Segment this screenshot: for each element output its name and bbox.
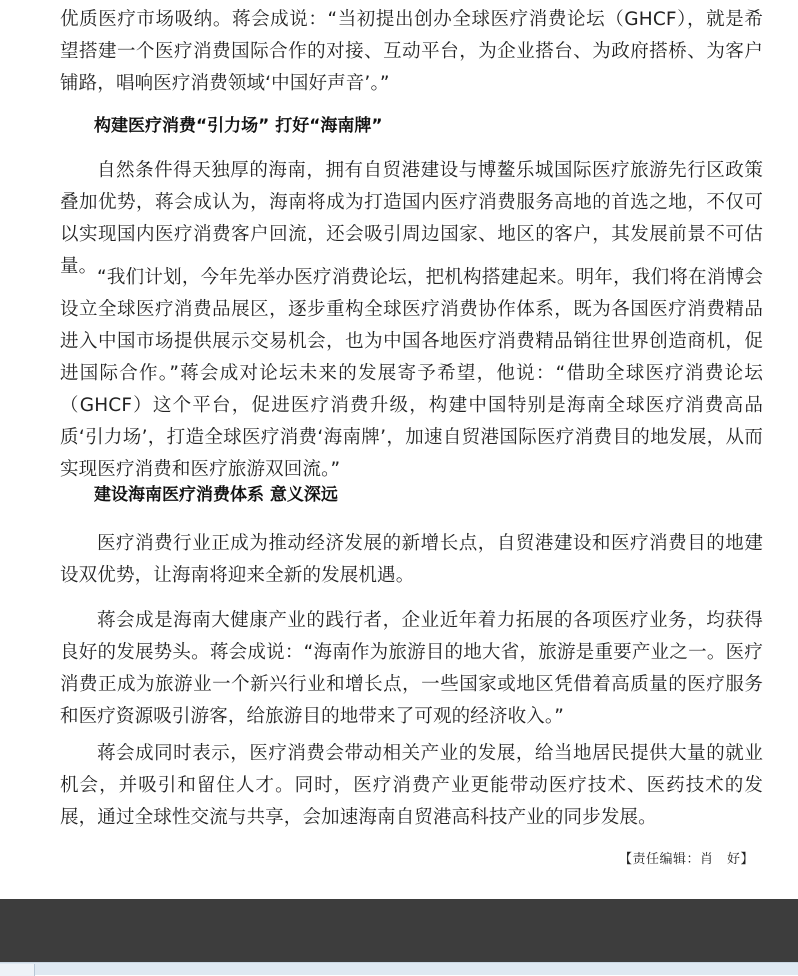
paragraph-1: 优质医疗市场吸纳。蒋会成说：“当初提出创办全球医疗消费论坛（GHCF），就是希望搭建一个医疗消费国际合作的对接、互动平台，为企业搭台、为政府搭桥、为客户铺路，唱响医疗消费领域‘中国好声音’。” xyxy=(60,9,763,94)
strip-tab[interactable] xyxy=(0,964,35,976)
paragraph-4: 医疗消费行业正成为推动经济发展的新增长点，自贸港建设和医疗消费目的地建设双优势，让海南将迎来全新的发展机遇。 xyxy=(60,533,763,586)
section-heading-1: 构建医疗消费“引力场” 打好“海南牌” xyxy=(94,116,383,136)
bottom-strip xyxy=(0,962,798,975)
paragraph-6: 蒋会成同时表示，医疗消费会带动相关产业的发展，给当地居民提供大量的就业机会，并吸引和留住人才。同时，医疗消费产业更能带动医疗技术、医药技术的发展，通过全球性交流与共享，会加速海南自贸港高科技产业的同步发展。 xyxy=(60,743,763,828)
paragraph-3: “我们计划，今年先举办医疗消费论坛，把机构搭建起来。明年，我们将在消博会设立全球医疗消费品展区，逐步重构全球医疗消费协作体系，既为各国医疗消费精品进入中国市场提供展示交易机会，也为中国各地医疗消费精品销往世界创造商机，促进国际合作。”蒋会成对论坛未来的发展寄予希望，他说：“借助全球医疗消费论坛（GHCF）这个平台，促进医疗消费升级，构建中国特别是海南全球医疗消费高品质‘引力场’，打造全球医疗消费‘海南牌’，加速自贸港国际医疗消费目的地发展，从而实现医疗消费和医疗旅游双回流。” xyxy=(60,267,763,480)
page-footer xyxy=(0,899,798,962)
section-heading-2: 建设海南医疗消费体系 意义深远 xyxy=(94,485,338,505)
paragraph-5: 蒋会成是海南大健康产业的践行者，企业近年着力拓展的各项医疗业务，均获得良好的发展势头。蒋会成说：“海南作为旅游目的地大省，旅游是重要产业之一。医疗消费正成为旅游业一个新兴行业和增长点，一些国家或地区凭借着高质量的医疗服务和医疗资源吸引游客，给旅游目的地带来了可观的经济收入。” xyxy=(60,610,763,727)
responsible-editor: 【责任编辑：肖 好】 xyxy=(618,852,754,867)
paragraph-2: 自然条件得天独厚的海南，拥有自贸港建设与博鳌乐城国际医疗旅游先行区政策叠加优势，蒋会成认为，海南将成为打造国内医疗消费服务高地的首选之地，不仅可以实现国内医疗消费客户回流，还会吸引周边国家、地区的客户，其发展前景不可估量。 xyxy=(60,160,763,277)
